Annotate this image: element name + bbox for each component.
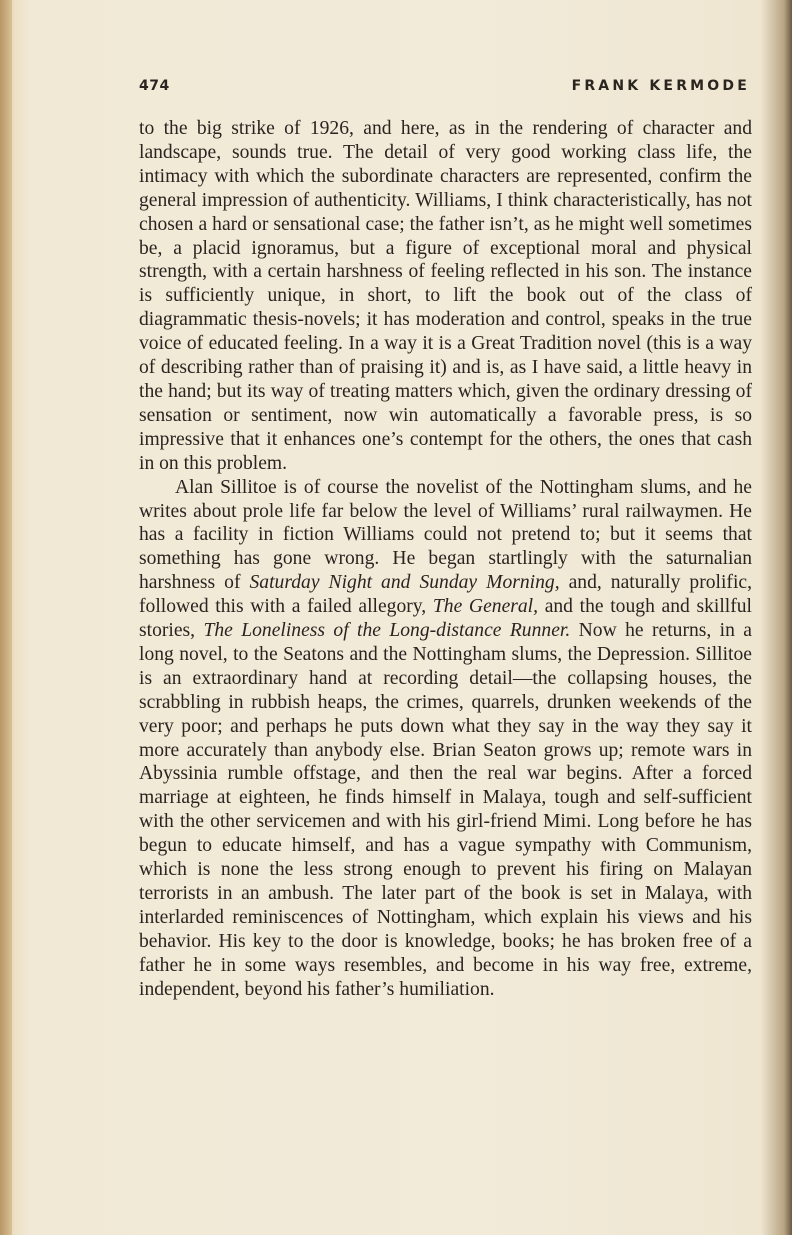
book-title-italic: Saturday Night and Sunday Morning, [249, 572, 560, 594]
running-head-author: FRANK KERMODE [571, 78, 750, 94]
book-title-italic: The Loneliness of the Long-distance Runner. [203, 620, 571, 642]
paragraph [139, 476, 752, 1002]
body-text [139, 117, 752, 1002]
page-binding-edge [0, 0, 12, 1235]
text-run: Now he returns, in a long novel, to the Seatons and the Nottingham slums, the Depression. Sillitoe is an extraordinary hand at recording detail—the collapsing houses, the scrabbling in rubbish heaps, the crimes, quarrels, drunken weekends of the very poor; and perhaps he puts down what they say in the way they say it more accurately than anybody else. Brian Seaton grows up; remote wars in Abyssinia rumble offstage, and then the real war begins. After a forced marriage at eighteen, he finds himself in Malaya, tough and self-sufficient with the other servicemen and with his girl-friend Mimi. Long before he has begun to educate himself, and has a vague sympathy with Communism, which is none the less strong enough to prevent his firing on Malayan terrorists in an ambush. The later part of the book is set in Malaya, with interlarded reminiscences of Nottingham, which explain his views and his behavior. His key to the door is knowledge, books; he has broken free of a father he in some ways resembles, and become in his way free, extreme, independent, beyond his father’s humiliation. [139, 620, 752, 1000]
text-run: and, naturally prolific, followed this with a failed allegory, [139, 572, 752, 618]
text-run: and the tough and skillful stories, [139, 596, 752, 642]
page-number: 474 [139, 78, 170, 94]
text-run: to the big strike of 1926, and here, as in the rendering of character and landscape, sounds true. The detail of very good working class life, the intimacy with which the subordinate characters are represented, confirm the general impression of authenticity. Williams, I think characteristically, has not chosen a hard or sensational case; the father isn’t, as he might well sometimes be, a placid ignoramus, but a figure of exceptional moral and physical strength, with a certain harshness of feeling reflected in his son. The instance is sufficiently unique, in short, to lift the book out of the class of diagrammatic thesis-novels; it has moderation and control, speaks in the true voice of educated feeling. In a way it is a Great Tradition novel (this is a way of describing rather than of praising it) and is, as I have said, a little heavy in the hand; but its way of treating matters which, given the ordinary dressing of sensation or sentiment, now win automatically a favorable press, is so impressive that it enhances one’s contempt for the others, the ones that cash in on this problem. [139, 118, 752, 474]
page-header [139, 78, 750, 102]
book-title-italic: The General, [432, 596, 539, 618]
paragraph [139, 117, 752, 476]
text-run: Alan Sillitoe is of course the novelist of the Nottingham slums, and he writes about prole life far below the level of Williams’ rural railwaymen. He has a facility in fiction Williams could not pretend to; but it seems that something has gone wrong. He began startlingly with the saturnalian harshness of [139, 476, 752, 594]
